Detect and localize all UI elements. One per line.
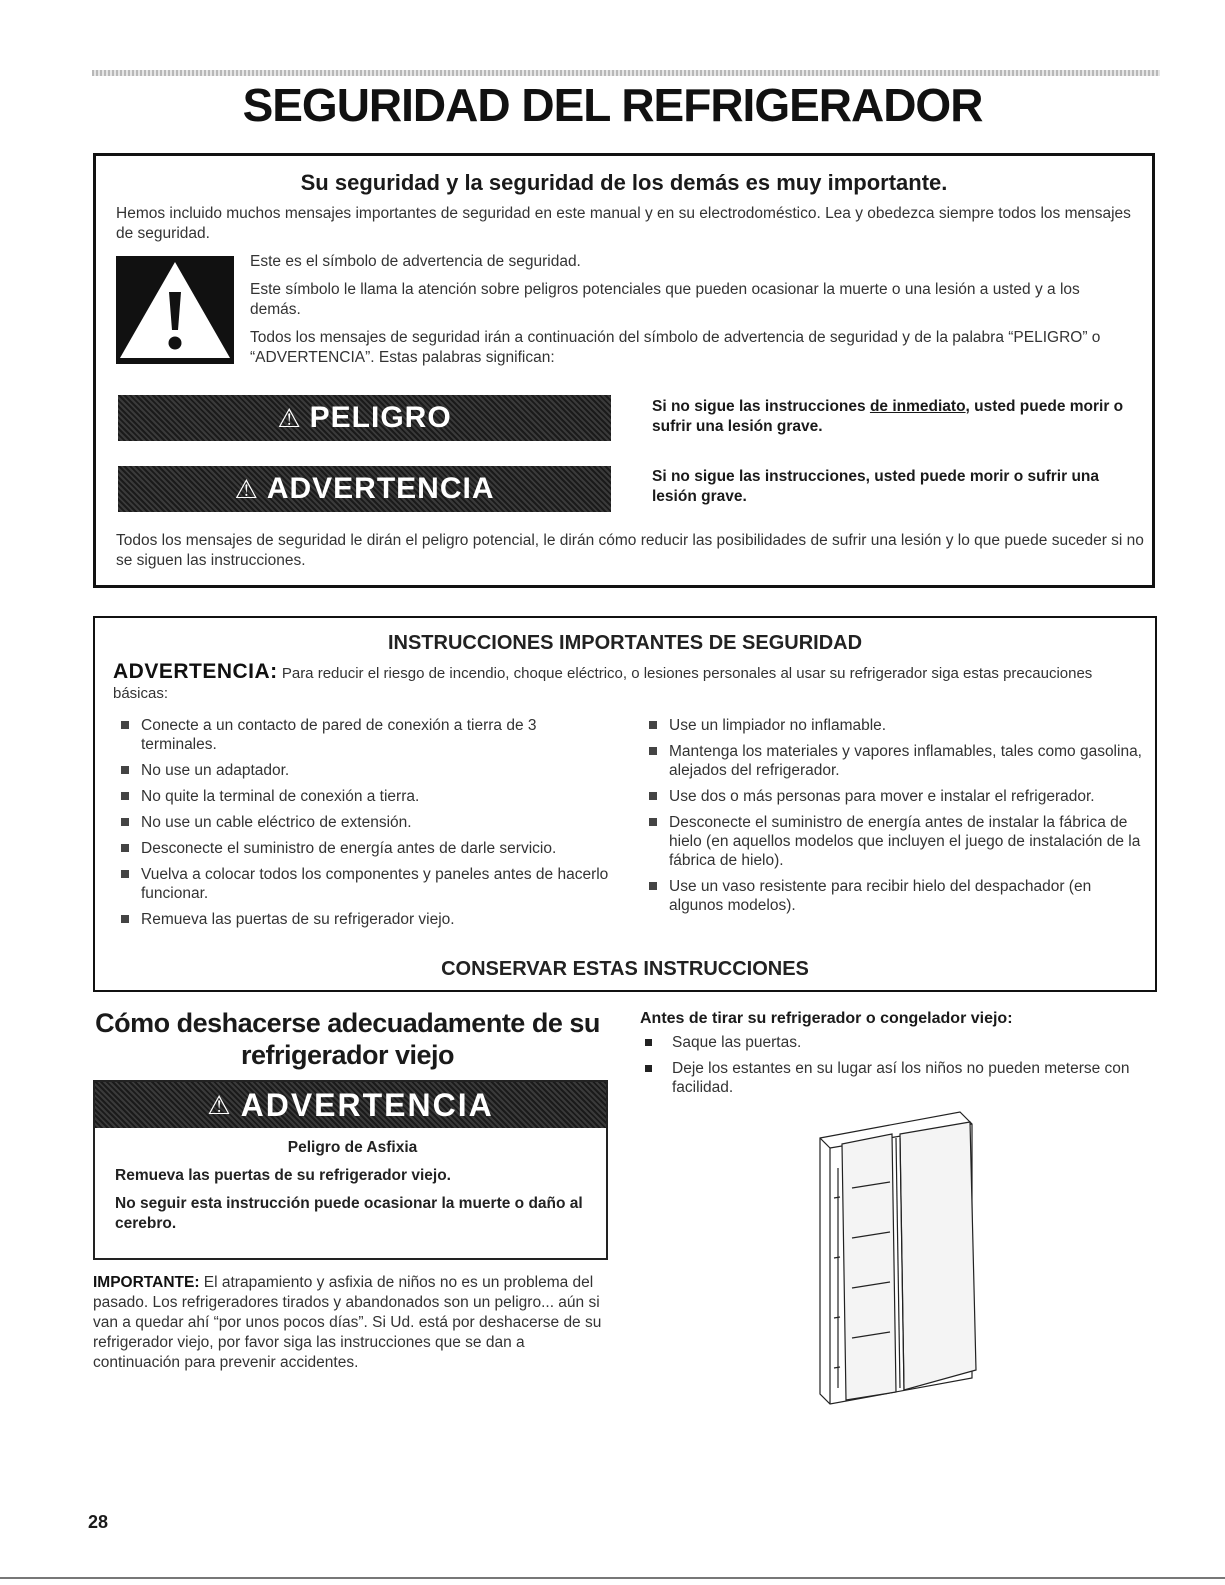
- advertencia-label: ADVERTENCIA: [266, 472, 495, 505]
- safety-box: [93, 153, 1155, 588]
- precaution-item: Use un vaso resistente para recibir hielo del despachador (en algunos modelos).: [643, 877, 1148, 915]
- peligro-label: PELIGRO: [309, 401, 452, 434]
- precaution-item: Conecte a un contacto de pared de conexión a tierra de 3 terminales.: [115, 716, 615, 754]
- safety-intro: Hemos incluido muchos mensajes importantes de seguridad en este manual y en su electrodoméstico. Lea y obedezca siempre todos los mensajes de seguridad.: [116, 205, 1131, 242]
- precaution-item: No use un cable eléctrico de extensión.: [115, 813, 615, 832]
- warning-label: ADVERTENCIA:: [113, 660, 278, 683]
- disposal-advertencia-banner: [95, 1082, 606, 1128]
- warning-paragraph: [113, 662, 1133, 704]
- instructions-title: INSTRUCCIONES IMPORTANTES DE SEGURIDAD: [387, 632, 863, 654]
- warning-text: Para reducir el riesgo de incendio, choque eléctrico, o lesiones personales al usar su refrigerador siga estas precauciones básicas:: [113, 665, 1093, 702]
- precaution-item: Desconecte el suministro de energía antes de darle servicio.: [115, 839, 615, 858]
- precaution-item: Vuelva a colocar todos los componentes y paneles antes de hacerlo funcionar.: [115, 865, 615, 903]
- warning-triangle-icon: ⚠: [277, 402, 302, 433]
- right-precautions-list: [643, 716, 1148, 922]
- warning-triangle-icon: ⚠: [207, 1089, 233, 1120]
- important-label: IMPORTANTE:: [93, 1274, 200, 1291]
- asphyxia-warning-box: [93, 1080, 608, 1260]
- symbol-line-2: Este símbolo le llama la atención sobre peligros potenciales que pueden ocasionar la muerte o una lesión a usted y a los demás.: [250, 281, 1080, 318]
- peligro-text-b: , usted puede morir o sufrir una lesión grave.: [652, 398, 1124, 435]
- before-disposal-heading: Antes de tirar su refrigerador o congelador viejo:: [640, 1010, 1013, 1027]
- safety-heading: Su seguridad y la seguridad de los demás es muy importante.: [300, 170, 948, 195]
- refrigerator-illustration: [800, 1108, 980, 1408]
- top-rule: [92, 70, 1160, 76]
- hazard-name: Peligro de Asfixia: [287, 1139, 418, 1156]
- peligro-text-underlined: de inmediato: [869, 398, 966, 415]
- peligro-text-a: Si no sigue las instrucciones: [652, 398, 870, 415]
- advertencia-description: Si no sigue las instrucciones, usted puede morir o sufrir una lesión grave.: [652, 468, 1100, 505]
- precaution-item: No use un adaptador.: [115, 761, 615, 780]
- before-disposal-item: Deje los estantes en su lugar así los niños no pueden meterse con facilidad.: [640, 1059, 1160, 1097]
- advertencia-banner: [118, 466, 611, 512]
- precaution-item: Use dos o más personas para mover e instalar el refrigerador.: [643, 787, 1148, 806]
- symbol-explanation: [250, 252, 1130, 376]
- precaution-item: Use un limpiador no inflamable.: [643, 716, 1148, 735]
- symbol-line-1: Este es el símbolo de advertencia de seguridad.: [250, 253, 581, 270]
- precaution-item: Mantenga los materiales y vapores inflamables, tales como gasolina, alejados del refrigerador.: [643, 742, 1148, 780]
- instructions-box: [93, 616, 1157, 992]
- page-title: SEGURIDAD DEL REFRIGERADOR: [242, 79, 983, 131]
- precaution-item: No quite la terminal de conexión a tierra.: [115, 787, 615, 806]
- page-number: 28: [88, 1512, 109, 1532]
- peligro-description: [652, 397, 1142, 437]
- warning-triangle-icon: ⚠: [234, 473, 259, 504]
- all-messages-text: Todos los mensajes de seguridad le dirán el peligro potencial, le dirán cómo reducir las posibilidades de sufrir una lesión y lo que puede suceder si no se siguen las instrucciones.: [116, 532, 1144, 569]
- important-paragraph: [93, 1273, 608, 1373]
- bottom-rule: [0, 1577, 1225, 1579]
- disposal-banner-label: ADVERTENCIA: [240, 1086, 494, 1123]
- before-disposal-list: [640, 1033, 1160, 1104]
- peligro-banner: [118, 395, 611, 441]
- hazard-line-1: Remueva las puertas de su refrigerador viejo.: [115, 1167, 451, 1184]
- asphyxia-content: [115, 1138, 590, 1242]
- important-text: El atrapamiento y asfixia de niños no es un problema del pasado. Los refrigeradores tirados y abandonados son un peligro... aún si van a quedar ahí “por unos pocos días”. Si Ud. está por deshacerse de su refrigerador viejo, por favor siga las instrucciones que se dan a continuación para prevenir accidentes.: [93, 1274, 602, 1371]
- symbol-line-3: Todos los mensajes de seguridad irán a continuación del símbolo de advertencia de seguridad y de la palabra “PELIGRO” o “ADVERTENCIA”. Estas palabras significan:: [250, 329, 1101, 366]
- precaution-item: Remueva las puertas de su refrigerador viejo.: [115, 910, 615, 929]
- precaution-item: Desconecte el suministro de energía antes de instalar la fábrica de hielo (en aquellos modelos que incluyen el juego de instalación de la fábrica de hielo).: [643, 813, 1148, 870]
- left-precautions-list: [115, 716, 615, 936]
- disposal-title: Cómo deshacerse adecuadamente de su refrigerador viejo: [95, 1008, 600, 1070]
- before-disposal-item: Saque las puertas.: [640, 1033, 1160, 1052]
- hazard-line-2: No seguir esta instrucción puede ocasionar la muerte o daño al cerebro.: [115, 1195, 583, 1232]
- safety-alert-triangle-icon: [116, 256, 234, 364]
- keep-instructions: CONSERVAR ESTAS INSTRUCCIONES: [441, 958, 809, 980]
